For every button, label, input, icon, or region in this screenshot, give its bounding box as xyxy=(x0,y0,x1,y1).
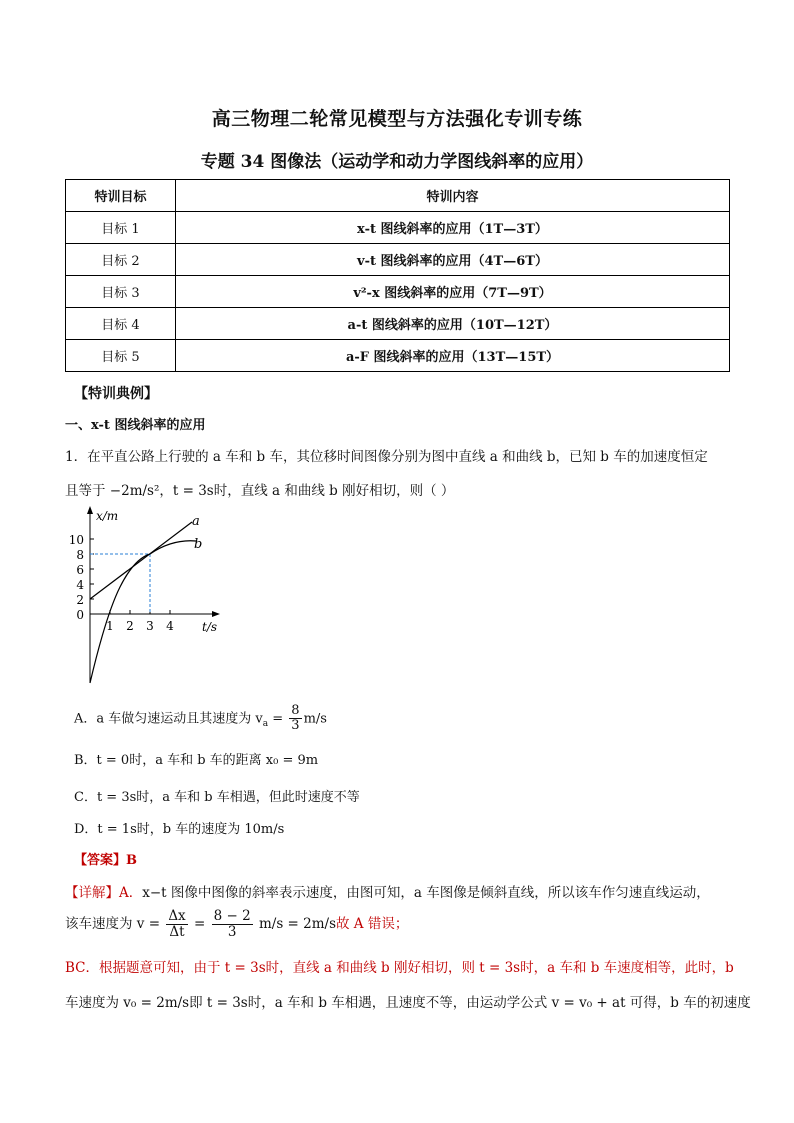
section-heading: 【特训典例】 xyxy=(74,386,158,402)
detail-line-2 xyxy=(65,909,408,940)
table-row xyxy=(66,212,730,244)
option-a-text: A．a 车做匀速运动且其速度为 v xyxy=(74,711,263,727)
curve-label-a: a xyxy=(192,514,200,529)
y-axis-label: x/m xyxy=(96,509,119,523)
line-a xyxy=(90,522,192,599)
fraction-denominator: 3 xyxy=(291,718,300,734)
fraction-numerator: Δx xyxy=(168,908,186,924)
option-d: D．t = 1s时，b 车的速度为 10m/s xyxy=(74,822,285,837)
detail-line-3: BC．根据题意可知，由于 t = 3s时，直线 a 和曲线 b 刚好相切，则 t = 3s时，a 车和 b 车速度相等，此时，b xyxy=(65,960,734,976)
table-header-cell: 特训内容 xyxy=(176,180,730,212)
x-tick-label: 4 xyxy=(166,619,174,633)
option-c: C．t = 3s时，a 车和 b 车相遇，但此时速度不等 xyxy=(74,790,360,805)
detail-equals: = xyxy=(189,915,210,932)
x-tick-label: 2 xyxy=(126,619,134,633)
y-tick-label: 10 xyxy=(68,533,84,547)
table-cell-content: v-t 图线斜率的应用（4T—6T） xyxy=(176,244,730,276)
detail-text: m/s = 2m/s xyxy=(254,915,337,932)
curve-b xyxy=(90,541,196,683)
detail-text: x−t 图像中图像的斜率表示速度，由图可知，a 车图像是倾斜直线，所以该车作匀速直线运动， xyxy=(142,885,710,901)
goals-table xyxy=(65,179,730,372)
fraction-numerator: 8 − 2 xyxy=(213,908,251,924)
page-title: 高三物理二轮常见模型与方法强化专训专练 xyxy=(211,108,583,130)
y-tick-label: 2 xyxy=(76,593,84,607)
detail-fraction-2 xyxy=(212,909,253,940)
y-tick-label: 8 xyxy=(76,548,84,562)
y-axis-arrow xyxy=(87,506,93,514)
table-row xyxy=(66,276,730,308)
table-header-row xyxy=(66,180,730,212)
option-a-subscript: a xyxy=(262,718,269,729)
detail-label: 【详解】A． xyxy=(65,885,143,901)
option-a-unit: m/s xyxy=(303,711,327,727)
fraction-denominator: Δt xyxy=(169,923,185,940)
table-header-cell: 特训目标 xyxy=(66,180,176,212)
table-row xyxy=(66,340,730,372)
fraction-numerator: 8 xyxy=(291,703,300,718)
table-cell-goal: 目标 3 xyxy=(66,276,176,308)
option-a-fraction xyxy=(289,704,301,734)
x-tick-label: 3 xyxy=(146,619,154,633)
xt-graph xyxy=(68,503,222,695)
table-cell-content: a-t 图线斜率的应用（10T—12T） xyxy=(176,308,730,340)
table-cell-content: v²-x 图线斜率的应用（7T—9T） xyxy=(176,276,730,308)
table-cell-goal: 目标 2 xyxy=(66,244,176,276)
detail-text: 该车速度为 v = xyxy=(65,915,165,932)
option-a xyxy=(74,704,327,734)
page-subtitle: 专题 34 图像法（运动学和动力学图线斜率的应用） xyxy=(200,152,594,172)
table-cell-goal: 目标 4 xyxy=(66,308,176,340)
question-line-1: 1．在平直公路上行驶的 a 车和 b 车，其位移时间图像分别为图中直线 a 和曲线 b，已知 b 车的加速度恒定 xyxy=(65,449,708,465)
x-tick-label: 1 xyxy=(106,619,114,633)
detail-line-1 xyxy=(65,881,710,901)
detail-conclusion: 故 A 错误； xyxy=(336,915,409,932)
option-b: B．t = 0时，a 车和 b 车的距离 x₀ = 9m xyxy=(74,753,319,768)
curve-label-b: b xyxy=(194,537,203,552)
detail-line-4: 车速度为 v₀ = 2m/s即 t = 3s时，a 车和 b 车相遇，且速度不等，由运动学公式 v = v₀ + at 可得，b 车的初速度 xyxy=(65,995,751,1011)
answer: 【答案】B xyxy=(74,853,137,868)
option-a-equals: = xyxy=(268,711,288,727)
table-row xyxy=(66,244,730,276)
table-cell-goal: 目标 5 xyxy=(66,340,176,372)
y-tick-label: 4 xyxy=(76,578,84,592)
table-cell-goal: 目标 1 xyxy=(66,212,176,244)
fraction-denominator: 3 xyxy=(227,923,237,940)
section-title: 一、x-t 图线斜率的应用 xyxy=(65,418,206,433)
table-cell-content: a-F 图线斜率的应用（13T—15T） xyxy=(176,340,730,372)
x-axis-arrow xyxy=(212,611,220,617)
x-axis-label: t/s xyxy=(202,620,218,634)
table-cell-content: x-t 图线斜率的应用（1T—3T） xyxy=(176,212,730,244)
y-tick-label: 6 xyxy=(76,563,84,577)
y-tick-label: 0 xyxy=(76,608,84,622)
question-line-2: 且等于 −2m/s²，t = 3s时，直线 a 和曲线 b 刚好相切，则（ ） xyxy=(65,483,455,499)
detail-fraction-1 xyxy=(166,909,187,940)
table-row xyxy=(66,308,730,340)
